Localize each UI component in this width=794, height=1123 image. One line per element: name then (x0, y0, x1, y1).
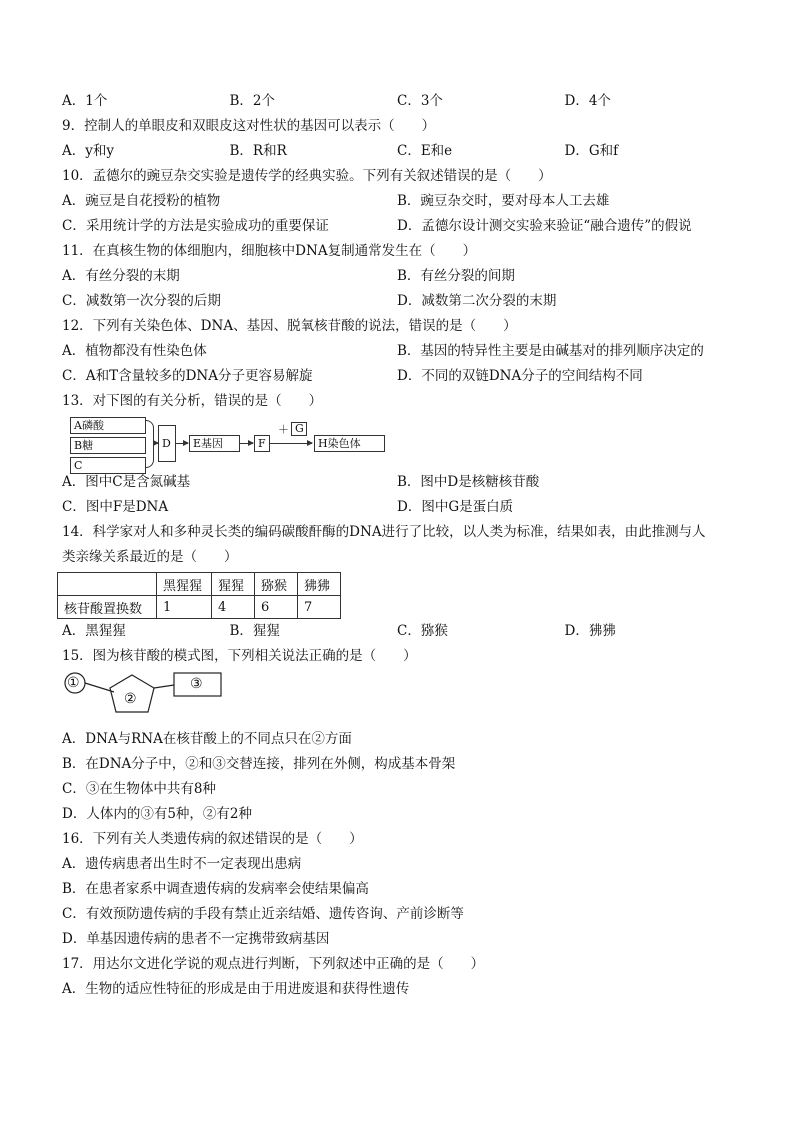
table-header-cell: 猩猩 (212, 573, 255, 596)
q10-option-c: C．采用统计学的方法是实验成功的重要保证 (62, 218, 329, 234)
q13-option-a: A．图中C是含氮碱基 (62, 474, 191, 490)
nucleotide-shapes (62, 671, 232, 719)
table-header-row (58, 573, 341, 596)
table-row-label: 核苷酸置换数 (58, 596, 157, 619)
q9-option-a: A．y和y (62, 143, 115, 159)
q9-option-d: D．G和f (564, 143, 619, 159)
q14-options (62, 619, 732, 644)
table-header-cell: 猕猴 (255, 573, 298, 596)
table-row (58, 596, 341, 619)
q14-table (57, 572, 341, 619)
q9-stem: 9．控制人的单眼皮和双眼皮这对性状的基因可以表示（ ） (62, 118, 436, 134)
table-cell: 7 (298, 596, 341, 619)
box-e-gene: E基因 (189, 435, 240, 452)
q8-options (62, 89, 732, 114)
box-f: F (254, 435, 270, 452)
q16-option-a: A．遗传病患者出生时不一定表现出患病 (62, 856, 302, 872)
q16-stem: 16．下列有关人类遗传病的叙述错误的是（ ） (62, 831, 363, 847)
q10-option-d: D．孟德尔设计测交实验来验证“融合遗传”的假说 (397, 218, 692, 234)
q15-option-d: D．人体内的③有5种，②有2种 (62, 806, 253, 822)
q8-option-d: D．4个 (564, 93, 611, 109)
q14-option-b: B．猩猩 (229, 623, 280, 639)
q12-option-c: C．A和T含量较多的DNA分子更容易解旋 (62, 368, 313, 384)
q17-option-a: A．生物的适应性特征的形成是由于用进废退和获得性遗传 (62, 981, 410, 997)
q15-option-c: C．③在生物体中共有8种 (62, 781, 216, 797)
q13-option-c: C．图中F是DNA (62, 499, 169, 515)
q13-options-row2 (62, 495, 732, 520)
q11-option-b: B．有丝分裂的间期 (397, 268, 515, 284)
q10-option-a: A．豌豆是自花授粉的植物 (62, 193, 221, 209)
table-header-cell: 狒狒 (298, 573, 341, 596)
table-cell: 1 (157, 596, 212, 619)
q16-option-c: C．有效预防遗传病的手段有禁止近亲结婚、遗传咨询、产前诊断等 (62, 906, 464, 922)
q14-stem-line1: 14．科学家对人和多种灵长类的编码碳酸酐酶的DNA进行了比较，以人类为标准，结果如表，由此推测与人 (62, 524, 706, 540)
q15-option-b: B．在DNA分子中，②和③交替连接，排列在外侧，构成基本骨架 (62, 756, 456, 772)
q11-option-d: D．减数第二次分裂的末期 (397, 293, 557, 309)
q8-option-b: B．2个 (229, 93, 276, 109)
q12-options-row1 (62, 339, 732, 364)
q14-stem-line2: 类亲缘关系最近的是（ ） (62, 549, 238, 565)
q10-stem: 10．孟德尔的豌豆杂交实验是遗传学的经典实验。下列有关叙述错误的是（ ） (62, 168, 552, 184)
box-h-chromosome: H染色体 (314, 435, 385, 452)
q11-options-row1 (62, 264, 732, 289)
q11-options-row2 (62, 289, 732, 314)
q17-stem: 17．用达尔文进化学说的观点进行判断，下列叙述中正确的是（ ） (62, 956, 485, 972)
q14-option-a: A．黑猩猩 (62, 623, 126, 639)
table-cell: 6 (255, 596, 298, 619)
q13-options-row1 (62, 470, 732, 495)
q11-stem: 11．在真核生物的体细胞内，细胞核中DNA复制通常发生在（ ） (62, 243, 477, 259)
q15-stem: 15．图为核苷酸的模式图，下列相关说法正确的是（ ） (62, 648, 417, 664)
q10-options-row1 (62, 189, 732, 214)
q13-option-b: B．图中D是核糖核苷酸 (397, 474, 540, 490)
table-header-cell: 黑猩猩 (157, 573, 212, 596)
q11-option-c: C．减数第一次分裂的后期 (62, 293, 221, 309)
exam-page (62, 89, 732, 1002)
q13-option-d: D．图中G是蛋白质 (397, 499, 514, 515)
box-g: G (291, 422, 307, 436)
q10-option-b: B．豌豆杂交时，要对母本人工去雄 (397, 193, 610, 209)
q9-options (62, 139, 732, 164)
plus-sign: ＋ (278, 423, 289, 436)
box-b-sugar: B糖 (70, 437, 146, 454)
q12-stem: 12．下列有关染色体、DNA、基因、脱氧核苷酸的说法，错误的是（ ） (62, 318, 517, 334)
label-phosphate: ① (67, 675, 80, 691)
table-cell: 4 (212, 596, 255, 619)
box-d: D (158, 425, 176, 462)
q15-option-a: A．DNA与RNA在核苷酸上的不同点只在②方面 (62, 731, 352, 747)
q12-option-b: B．基因的特异性主要是由碱基对的排列顺序决定的 (397, 343, 704, 359)
q14-option-d: D．狒狒 (564, 623, 616, 639)
q9-option-b: B．R和R (229, 143, 287, 159)
q12-options-row2 (62, 364, 732, 389)
table-header-cell (58, 573, 157, 596)
q16-option-b: B．在患者家系中调查遗传病的发病率会使结果偏高 (62, 881, 369, 897)
box-a-phosphate: A磷酸 (70, 417, 146, 434)
q15-nucleotide-diagram (62, 671, 732, 721)
arrow-to-f (240, 443, 253, 444)
arrow-to-h (269, 443, 312, 444)
q9-option-c: C．E和e (397, 143, 453, 159)
q10-options-row2 (62, 214, 732, 239)
q11-option-a: A．有丝分裂的末期 (62, 268, 180, 284)
q8-option-c: C．3个 (397, 93, 443, 109)
q12-option-a: A．植物都没有性染色体 (62, 343, 207, 359)
box-c-base: C (70, 457, 146, 474)
q12-option-d: D．不同的双链DNA分子的空间结构不同 (397, 368, 643, 384)
q13-diagram (62, 417, 732, 472)
arrow-to-e (175, 443, 188, 444)
q13-stem: 13．对下图的有关分析，错误的是（ ） (62, 393, 323, 409)
q14-option-c: C．猕猴 (397, 623, 448, 639)
label-base: ③ (190, 676, 203, 692)
q16-option-d: D．单基因遗传病的患者不一定携带致病基因 (62, 931, 330, 947)
q8-option-a: A．1个 (62, 93, 108, 109)
label-pentose: ② (124, 691, 137, 707)
